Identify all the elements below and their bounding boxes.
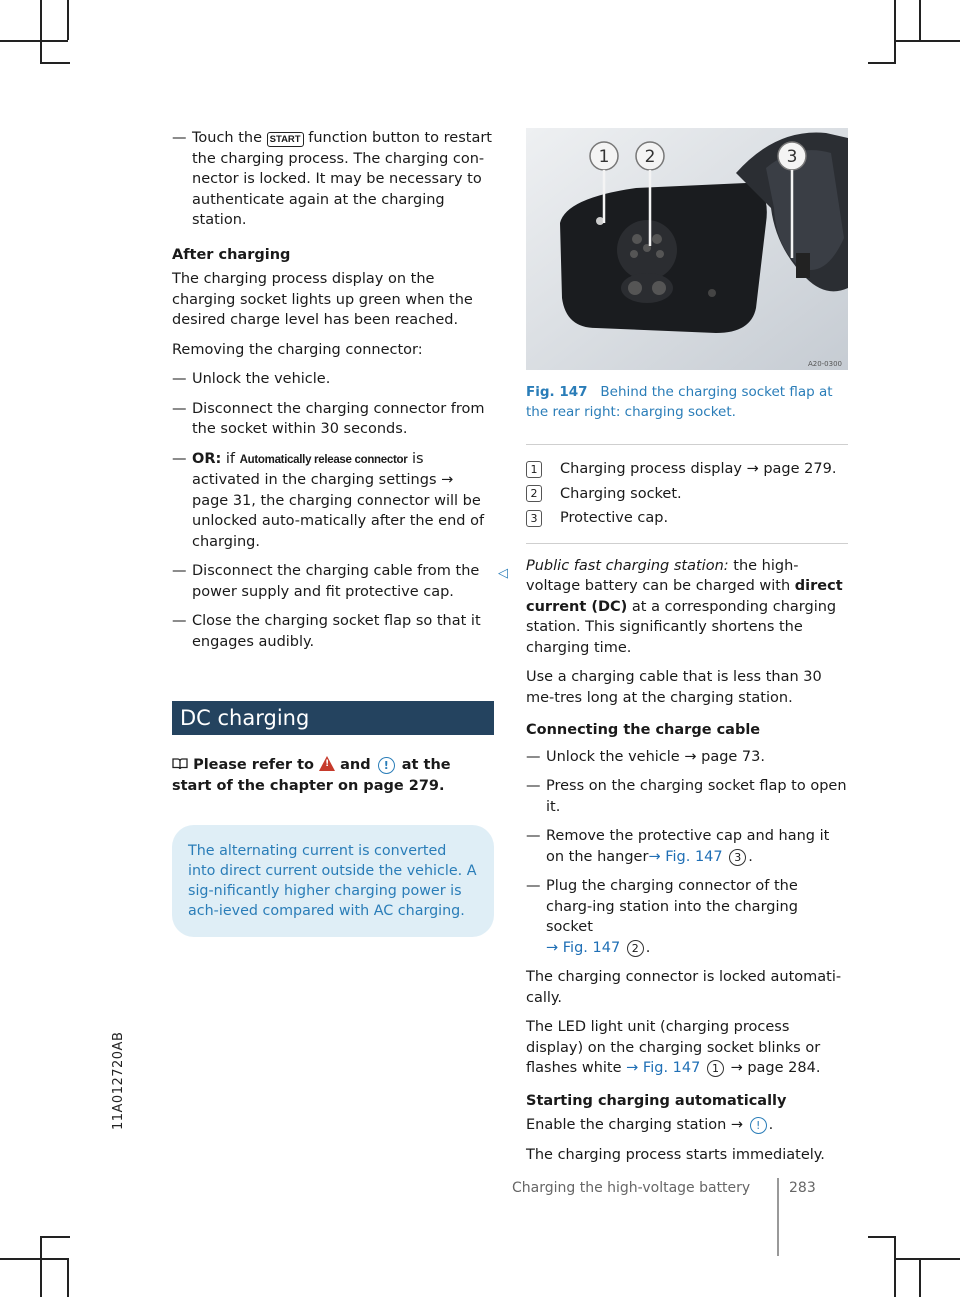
refer-text: and bbox=[340, 757, 371, 773]
auto-text: Enable the charging station → ! . bbox=[526, 1117, 774, 1133]
book-icon bbox=[172, 757, 193, 773]
crop-mark bbox=[868, 1236, 896, 1238]
crop-mark bbox=[894, 1236, 896, 1297]
public-charging-text bbox=[526, 556, 848, 659]
step-text: if bbox=[225, 450, 236, 467]
step-text: Unlock the vehicle bbox=[546, 748, 680, 765]
arrow-right-icon: → bbox=[441, 472, 454, 488]
arrow-right-icon: → bbox=[626, 1060, 639, 1076]
remove-step-2: — Disconnect the charging connector from the socket within 30 seconds. bbox=[172, 399, 494, 440]
side-code: 11A012720AB bbox=[111, 1031, 126, 1130]
after-charging-heading: After charging bbox=[172, 246, 291, 263]
page-reference: page 284. bbox=[747, 1060, 821, 1076]
arrow-right-icon: → bbox=[730, 1060, 743, 1076]
figure-caption bbox=[526, 382, 848, 422]
legend-text: Charging socket. bbox=[560, 485, 682, 502]
italic-term: Public fast charging station: bbox=[526, 557, 729, 574]
legend-item bbox=[526, 459, 848, 480]
connect-step-2: — Press on the charging socket flap to open it. bbox=[526, 776, 848, 817]
removing-intro: Removing the charging connector: bbox=[172, 341, 423, 358]
crop-mark bbox=[67, 1258, 69, 1297]
arrow-right-icon: → bbox=[546, 939, 559, 956]
notice-icon: ! bbox=[750, 1117, 767, 1134]
legend-number: 1 bbox=[526, 461, 542, 478]
figure-code: A20-0300 bbox=[807, 360, 842, 368]
remove-step-1: — Unlock the vehicle. bbox=[172, 369, 494, 390]
step-text: Plug the charging connector of the charg-ing station into the charging socket bbox=[546, 878, 798, 935]
body-text: the high-voltage battery can be charged with bbox=[526, 557, 799, 594]
or-label: OR: bbox=[192, 450, 222, 467]
step-text: function button to restart the charging process. The charging con-nector is locked. It may be necessary to authenticate again at the charging station. bbox=[192, 130, 492, 228]
step-text: Remove the protective cap and hang it on the hanger bbox=[546, 828, 830, 865]
crop-mark bbox=[40, 1236, 70, 1238]
arrow-right-icon: → bbox=[684, 748, 697, 765]
refer-text: at the start of the chapter on page 279. bbox=[172, 757, 451, 794]
caption-text: Behind the charging socket flap at the rear right: charging socket. bbox=[526, 384, 833, 420]
crop-mark bbox=[894, 40, 960, 42]
crop-mark bbox=[40, 62, 70, 64]
section-title: DC charging bbox=[172, 701, 494, 735]
footer-divider bbox=[777, 1178, 779, 1256]
callout-1: 1 bbox=[598, 147, 610, 167]
note-text: The alternating current is converted into direct current outside the vehicle. A sig-nificantly higher charging power is ach-ieved compared with AC charging. bbox=[188, 843, 477, 919]
bold-term: direct current (DC) bbox=[526, 578, 843, 615]
warning-icon bbox=[319, 756, 335, 771]
crop-mark bbox=[894, 1258, 960, 1260]
arrow-right-icon: → bbox=[730, 1117, 744, 1133]
notice-icon: ! bbox=[378, 757, 395, 774]
continue-arrow-icon: ◁ bbox=[498, 566, 508, 581]
crop-mark bbox=[67, 0, 69, 40]
footer-title: Charging the high-voltage battery bbox=[512, 1180, 751, 1196]
led-text bbox=[526, 1017, 848, 1079]
legend-text: Protective cap. bbox=[560, 510, 669, 526]
charging-socket-photo bbox=[526, 128, 848, 370]
caption-label: Fig. 147 bbox=[526, 384, 588, 400]
crop-mark bbox=[868, 62, 896, 64]
connect-heading: Connecting the charge cable bbox=[526, 722, 761, 738]
callout-2: 2 bbox=[644, 147, 656, 167]
setting-name: Automatically release connector bbox=[239, 453, 408, 466]
crop-mark bbox=[894, 0, 896, 62]
page-number: 283 bbox=[789, 1180, 816, 1196]
crop-mark bbox=[0, 1258, 68, 1260]
step-text: is activated in the charging settings bbox=[192, 450, 437, 488]
step-text: Touch the bbox=[192, 130, 263, 146]
page-reference: page 279. bbox=[763, 461, 837, 477]
refer-note bbox=[172, 755, 494, 796]
body-text: The LED light unit (charging process display) on the charging socket blinks or flashes white bbox=[526, 1019, 821, 1076]
auto-starts-text: The charging process starts immediately. bbox=[526, 1146, 825, 1163]
remove-step-5: — Close the charging socket flap so that it engages audibly. bbox=[172, 611, 494, 652]
auto-heading: Starting charging automatically bbox=[526, 1092, 787, 1109]
remove-step-4: — Disconnect the charging cable from the power supply and fit protective cap. bbox=[172, 561, 494, 602]
page-reference: page 73. bbox=[701, 748, 765, 765]
legend-number: 3 bbox=[526, 510, 542, 527]
legend-item bbox=[526, 484, 848, 505]
connect-step-1 bbox=[526, 747, 848, 768]
arrow-right-icon: → bbox=[648, 848, 661, 865]
connect-step-3: — Remove the protective cap and hang it on the hanger→ Fig. 147 3 . bbox=[526, 826, 848, 867]
callout-3: 3 bbox=[786, 147, 798, 167]
callout-ref: 1 bbox=[707, 1060, 724, 1077]
figure-link[interactable]: Fig. 147 bbox=[665, 848, 723, 865]
refer-text: Please refer to bbox=[193, 757, 315, 773]
figure-link[interactable]: Fig. 147 bbox=[562, 939, 621, 956]
page-reference: page 31, the charging connector will be unlocked auto-matically after the end of charging. bbox=[192, 492, 485, 550]
locked-text: The charging connector is locked automati-cally. bbox=[526, 969, 842, 1006]
figure-147 bbox=[526, 128, 848, 370]
left-column bbox=[172, 128, 494, 937]
start-button-icon: START bbox=[267, 132, 304, 147]
crop-mark bbox=[919, 1258, 921, 1297]
figure-link[interactable]: Fig. 147 bbox=[642, 1060, 701, 1076]
right-column bbox=[526, 128, 848, 1174]
legend-number: 2 bbox=[526, 485, 542, 502]
note-box bbox=[172, 825, 494, 937]
arrow-right-icon: → bbox=[746, 461, 759, 477]
after-charging-text: The charging process display on the charging socket lights up green when the desired charge level has been reached. bbox=[172, 271, 473, 328]
body-text: at a corresponding charging station. This significantly shortens the charging time. bbox=[526, 598, 837, 656]
legend-item bbox=[526, 508, 848, 529]
connect-step-4: — Plug the charging connector of the charg-ing station into the charging socket → Fig. 147 2 . bbox=[526, 876, 848, 958]
callout-ref: 2 bbox=[627, 940, 644, 957]
crop-mark bbox=[0, 40, 68, 42]
callout-ref: 3 bbox=[729, 849, 746, 866]
legend-text: Charging process display bbox=[560, 461, 742, 477]
crop-mark bbox=[919, 0, 921, 40]
step-restart bbox=[172, 128, 494, 231]
crop-mark bbox=[40, 1236, 42, 1297]
body-text: Enable the charging station bbox=[526, 1117, 727, 1133]
cable-length-text: Use a charging cable that is less than 30 me-tres long at the charging station. bbox=[526, 669, 822, 706]
remove-step-3 bbox=[172, 449, 494, 553]
crop-mark bbox=[40, 0, 42, 62]
